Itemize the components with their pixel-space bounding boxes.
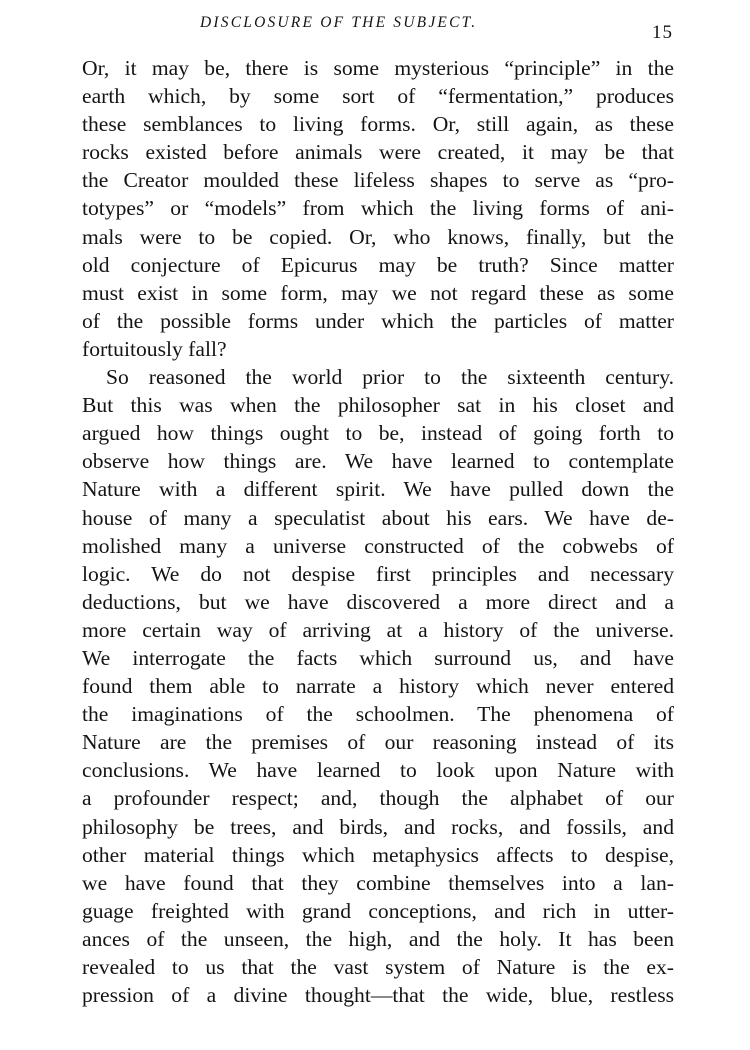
text-line: found them able to narrate a history which never entered	[82, 674, 674, 699]
text-line: observe how things are. We have learned to contemplate	[82, 449, 674, 474]
text-line: But this was when the philosopher sat in his closet and	[82, 393, 674, 418]
page-number: 15	[652, 22, 673, 43]
text-line: these semblances to living forms. Or, still again, as these	[82, 112, 674, 137]
text-line: Nature with a different spirit. We have pulled down the	[82, 477, 674, 502]
text-line: ances of the unseen, the high, and the holy. It has been	[82, 926, 674, 951]
text-line: mals were to be copied. Or, who knows, finally, but the	[82, 224, 674, 249]
text-line: more certain way of arriving at a history of the universe.	[82, 617, 674, 642]
text-line: the Creator moulded these lifeless shapes to serve as “pro-	[82, 168, 674, 193]
text-line: deductions, but we have discovered a more direct and a	[82, 589, 674, 614]
text-line: philosophy be trees, and birds, and rocks, and fossils, and	[82, 814, 674, 839]
body-text	[82, 54, 674, 1009]
text-line: logic. We do not despise first principles and necessary	[82, 561, 674, 586]
text-line: conclusions. We have learned to look upon Nature with	[82, 758, 674, 783]
running-head: DISCLOSURE OF THE SUBJECT.	[200, 14, 478, 31]
text-line: of the possible forms under which the particles of matter	[82, 308, 674, 333]
text-line: Or, it may be, there is some mysterious “principle” in the	[82, 56, 674, 80]
text-line: revealed to us that the vast system of Nature is the ex-	[82, 955, 674, 979]
text-line: we have found that they combine themselves into a lan-	[82, 870, 674, 895]
text-line: totypes” or “models” from which the living forms of ani-	[82, 196, 674, 221]
text-line: pression of a divine thought—that the wide, blue, restless	[82, 983, 674, 1008]
text-line: other material things which metaphysics affects to despise,	[82, 842, 674, 867]
text-line: We interrogate the facts which surround us, and have	[82, 645, 674, 670]
text-line: the imaginations of the schoolmen. The phenomena of	[82, 702, 674, 727]
text-line: fortuitously fall?	[82, 336, 227, 361]
text-line: guage freighted with grand conceptions, and rich in utter-	[82, 898, 674, 923]
text-line: must exist in some form, may we not regard these as some	[82, 280, 674, 305]
text-line: argued how things ought to be, instead of going forth to	[82, 421, 674, 446]
text-line: molished many a universe constructed of the cobwebs of	[82, 533, 674, 558]
text-line: So reasoned the world prior to the sixteenth century.	[106, 365, 674, 390]
text-line: old conjecture of Epicurus may be truth? Since matter	[82, 252, 674, 277]
text-line: rocks existed before animals were created, it may be that	[82, 140, 674, 165]
text-line: Nature are the premises of our reasoning instead of its	[82, 730, 674, 755]
text-line: a profounder respect; and, though the alphabet of our	[82, 786, 674, 811]
text-line: earth which, by some sort of “fermentation,” produces	[82, 84, 674, 109]
text-line: house of many a speculatist about his ears. We have de-	[82, 505, 674, 530]
